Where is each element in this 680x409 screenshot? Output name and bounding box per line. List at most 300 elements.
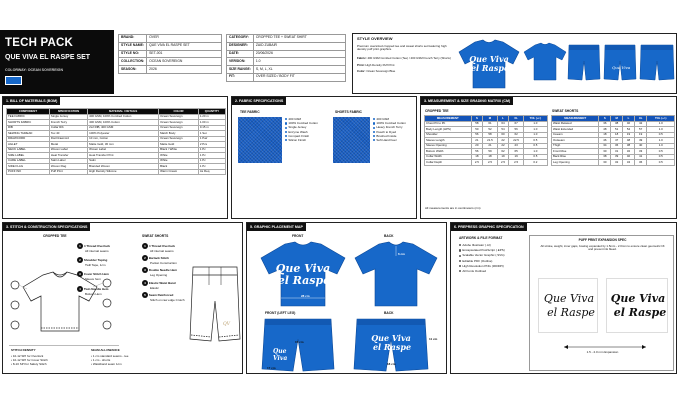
info-value: OCEAN SOVEREIGN [147, 58, 222, 66]
info-value: CROPPED TEE + SWEAT SHIRT [253, 35, 345, 43]
bom-table [6, 108, 226, 175]
table-cell: 23 [509, 143, 523, 149]
column-header: S [471, 116, 483, 122]
front-shorts-dim2: 17 cm [267, 366, 276, 370]
front-label: FRONT [292, 234, 304, 238]
list-item: Single Jersey [285, 125, 318, 129]
table-cell: High Density Silicone [88, 169, 159, 175]
table-cell: 21 [483, 143, 497, 149]
table-cell: 51 [611, 127, 623, 133]
graphic-expanded-outline [606, 282, 670, 332]
table-cell: 2.5 [509, 160, 523, 166]
svg-text:el Raspe: el Raspe [613, 306, 667, 319]
table-cell: Ocean Sovereign [159, 114, 199, 120]
table-cell: 48 [623, 138, 635, 144]
svg-text:Que Viva: Que Viva [610, 292, 666, 305]
list-item: • 8-10 SPI for Safety Stitch [11, 362, 47, 367]
table-cell: 56 [471, 132, 483, 138]
table-cell: 54 [497, 127, 509, 133]
bom-title: 1. BILL OF MATERIALS (BOM) [3, 97, 60, 105]
table-row [552, 160, 675, 166]
info-value: OVER SIZED / BODY FIT [253, 73, 345, 81]
table-cell: 34 [599, 143, 611, 149]
table-cell: 0.5 [647, 132, 675, 138]
table-cell: NECK LABEL [7, 147, 50, 153]
tech-pack-title: TECH PACK [5, 37, 74, 49]
info-row [227, 73, 346, 81]
list-item: Peach to Dyed [373, 130, 406, 134]
list-item: 4 Elastic Waist Band Elastic [142, 280, 206, 290]
table-cell: 18 [599, 132, 611, 138]
table-cell: 38 [599, 154, 611, 160]
table-cell: 60 [497, 132, 509, 138]
overview-text: Premium oversized cropped tee and sweat shorts set featuring high density puff print graphics. [357, 44, 447, 52]
table-cell: 40 [634, 143, 647, 149]
table-cell: Collar Rib [49, 125, 87, 131]
list-item: Silicon Finish [285, 138, 318, 142]
density-title: STITCH DENSITY [11, 348, 36, 352]
table-cell: 1.0 [647, 121, 675, 127]
table-cell: Match Body [159, 131, 199, 137]
list-item: 3 Cover Stitch Hem Sleeve hem [77, 271, 141, 281]
table-cell: 19 [497, 154, 509, 160]
table-cell: 1 Pc [198, 153, 225, 159]
colorway-swatch [5, 76, 22, 85]
table-cell: 1 Pc [198, 164, 225, 170]
overview-row [357, 70, 453, 74]
front-tee-placement [255, 240, 351, 310]
graphic-placement-title: 5. GRAPHIC PLACEMENT MAP [247, 223, 306, 231]
table-cell: 36 [599, 121, 611, 127]
table-cell: 19 [634, 132, 647, 138]
table-cell: 0.5 [647, 160, 675, 166]
table-row [7, 169, 226, 175]
table-cell: Heat Transfer [49, 153, 87, 159]
column-header: COLOR [159, 109, 199, 115]
table-cell: 18 [611, 132, 623, 138]
table-cell: 2.5 [471, 160, 483, 166]
overview-label: Print: [357, 62, 365, 67]
svg-text:Que Viva: Que Viva [543, 292, 595, 305]
table-cell: 1.0 [523, 132, 547, 138]
table-cell: 49 [634, 138, 647, 144]
info-value: ZAID ZUBAIR [253, 42, 345, 50]
overview-label: Color: [357, 69, 366, 74]
colorway-label: COLORWAY: OCEAN SOVEREIGN [5, 68, 64, 72]
table-cell: 22 [497, 143, 509, 149]
table-cell: 58 [471, 121, 483, 127]
list-item: 1 4 Thread Overlock All internal seams [77, 243, 141, 253]
table-cell: 2 Pcs [198, 142, 225, 148]
column-header: SPECIFICATION [49, 109, 87, 115]
graphic-thin-outline [538, 282, 600, 332]
table-cell: 38 [611, 121, 623, 127]
tee-measure-title: CROPPED TEE [425, 109, 449, 113]
table-cell: 42 [634, 121, 647, 127]
info-label: BRAND: [119, 35, 147, 43]
expansion-label: 1.5 - 2.0 mm Expansion [586, 350, 619, 354]
table-cell: SHORTS FABRIC [7, 120, 50, 126]
table-cell: 39 [611, 154, 623, 160]
shorts-measure-table [551, 115, 675, 166]
style-overview-panel [352, 33, 677, 94]
svg-text:Que Viva: Que Viva [612, 65, 631, 70]
list-item: 2 Bartack Stitch Pocket Construction [142, 255, 206, 265]
table-cell: Ocean Sovereign [159, 136, 199, 142]
info-row [119, 66, 222, 74]
list-item: • Waistband seam 1cm [91, 362, 122, 367]
table-cell: Leg Opening [552, 160, 599, 166]
column-header: M [611, 116, 623, 122]
table-cell: Matte Gold [159, 142, 199, 148]
table-cell: 400 GSM, 100% Combed Cotton [88, 114, 159, 120]
info-value: SET-001 [147, 50, 222, 58]
table-cell: 33 [634, 149, 647, 155]
list-item: Editable PDF (Outline) [459, 259, 505, 264]
info-label: STYLE NO: [119, 50, 147, 58]
info-label: DESIGNER: [227, 42, 254, 50]
table-row [425, 160, 548, 166]
svg-text:Viva: Viva [273, 355, 288, 362]
overview-value: 400 GSM Combed Cotton (Tee) / 400 GSM French Terry (Shorts) [367, 56, 451, 60]
measurement-note: All measurements are in centimeters (cm) [425, 206, 481, 210]
table-cell: Ocean Sovereign [159, 125, 199, 131]
table-cell: Thigh [552, 143, 599, 149]
list-item: Enzyme Wash [285, 130, 318, 134]
tee-fabric-title: TEE FABRIC [240, 110, 260, 114]
back-shorts-dim2: 18 cm [387, 362, 396, 366]
list-item: Scalable Vector Graphic (.SVG) [459, 253, 505, 258]
table-cell: Tex 40 [49, 131, 87, 137]
overview-tee-front-image [457, 38, 521, 92]
table-cell: Heat Transfer Print [88, 153, 159, 159]
info-row [227, 50, 346, 58]
column-header: L [623, 116, 635, 122]
allowance-list [91, 354, 128, 367]
list-item: 4 Twin Needle Hem Bottom Hem [77, 286, 141, 296]
density-list [11, 354, 48, 367]
table-cell: 0.5 [523, 154, 547, 160]
table-cell: 1.20 m [198, 114, 225, 120]
measurement-section [420, 96, 677, 219]
info-row [227, 58, 346, 66]
puff-spec-text: All stroke, weight, inner gaps, bowing expanded by 1.5mm - 2.0mm to ensure clean geometric lift and prevent ink bleed. [540, 244, 665, 252]
column-header: XL [634, 116, 647, 122]
list-item: 2 Shoulder Taping Twill Tape, 1cm [77, 257, 141, 267]
table-cell: 1.0 [647, 138, 675, 144]
table-cell: 1.00 m [198, 120, 225, 126]
table-cell: Woven Label [88, 147, 159, 153]
table-cell: 0.15 m [198, 125, 225, 131]
table-cell: 20 [471, 143, 483, 149]
table-cell: Collar Width [425, 154, 472, 160]
bom-section [2, 96, 228, 219]
info-row [227, 35, 346, 43]
style-overview-title: STYLE OVERVIEW [357, 36, 393, 41]
table-cell: 32 [623, 149, 635, 155]
svg-text:Que: Que [273, 348, 287, 355]
table-cell: White [159, 153, 199, 159]
table-cell: Branded Woven [88, 164, 159, 170]
table-cell: 1.0 [523, 149, 547, 155]
tee-measure-table [424, 115, 548, 166]
allowance-title: SEAM ALLOWANCE [91, 348, 120, 352]
overview-row [357, 57, 453, 61]
table-cell: Front Rise [552, 149, 599, 155]
table-cell: 67 [509, 121, 523, 127]
table-cell: 21 [471, 138, 483, 144]
table-cell: 56 [471, 149, 483, 155]
overview-label: Fabric: [357, 56, 367, 60]
table-cell: 41 [634, 154, 647, 160]
info-value: 20/06/2026 [253, 50, 345, 58]
table-cell: 2x2 RIB, 400 GSM [88, 125, 159, 131]
table-cell: 2.5 [483, 160, 497, 166]
table-cell: 31 [611, 149, 623, 155]
column-header: L [497, 116, 509, 122]
back-shorts-dim: 11 cm [429, 337, 438, 341]
table-cell: 38 [623, 143, 635, 149]
table-cell: 21.5 [483, 138, 497, 144]
table-cell: Ocean Sovereign [159, 120, 199, 126]
table-cell: Warm Cream [159, 169, 199, 175]
info-row [119, 35, 222, 43]
column-header: TOL (+/-) [523, 116, 547, 122]
table-cell: 56 [509, 127, 523, 133]
table-cell: Satin [88, 158, 159, 164]
table-cell: 40 [623, 154, 635, 160]
style-set-title: QUE VIVA EL RASPE SET [5, 54, 91, 61]
table-cell: 1 Pair [198, 136, 225, 142]
column-header: MATERIAL / DETAILS [88, 109, 159, 115]
list-item: • 1 cm - shorts [91, 358, 111, 363]
table-cell: Outseam [552, 138, 599, 144]
table-cell: 36 [634, 160, 647, 166]
table-cell: 65 [509, 149, 523, 155]
table-cell: 34 [623, 160, 635, 166]
table-cell: 100% Polyester [88, 131, 159, 137]
table-cell: Sleeve Length [425, 138, 472, 144]
table-cell: 10 mm, Cotton [88, 136, 159, 142]
table-cell: 1.0 [647, 143, 675, 149]
svg-text:el Raspe: el Raspe [372, 342, 412, 352]
table-cell: SEWING THREAD [7, 131, 50, 137]
shorts-fabric-list [373, 117, 406, 142]
table-cell: Body Length (HPS) [425, 127, 472, 133]
table-cell: Bottom Width [425, 149, 472, 155]
style-info-right [226, 34, 346, 82]
fabric-title: 2. FABRIC SPECIFICATIONS [232, 97, 286, 105]
list-item: 100% Combed Cotton [285, 121, 318, 125]
table-cell: 1.0 [523, 127, 547, 133]
list-item: 3 Double Needle Hem Leg Opening [142, 267, 206, 277]
table-cell: 0.5 [647, 149, 675, 155]
table-cell: 0.2 [523, 160, 547, 166]
table-cell: 61 [483, 121, 497, 127]
style-info-left [118, 34, 222, 74]
back2-label: BACK [384, 311, 394, 315]
table-cell: 57 [634, 127, 647, 133]
info-label: SIZE RANGE: [227, 66, 254, 74]
overview-shorts-back-image [603, 43, 637, 83]
info-label: STYLE NAME: [119, 42, 147, 50]
list-item: 1 4 Thread Overlock All internal seams [142, 243, 206, 253]
shorts-fabric-title: SHORTS FABRIC [335, 110, 362, 114]
table-cell: 400 GSM, 100% Cotton [88, 120, 159, 126]
table-cell: 54 [623, 127, 635, 133]
table-cell: 36 [611, 143, 623, 149]
svg-text:QV: QV [223, 322, 230, 327]
table-cell: 1 Set [198, 131, 225, 137]
stitch-section [2, 222, 243, 374]
table-cell: 19 [509, 154, 523, 160]
table-cell: Woven Flag [49, 164, 87, 170]
table-cell: 22.5 [509, 138, 523, 144]
svg-text:el Raspe: el Raspe [470, 63, 510, 73]
table-cell: 18 [483, 154, 497, 160]
overview-shorts-front-image [567, 43, 601, 83]
table-cell: Woven Label [49, 147, 87, 153]
table-cell: Waist Relaxed [552, 121, 599, 127]
list-item: 400 GSM [373, 117, 406, 121]
table-cell: TEE FABRIC [7, 114, 50, 120]
table-cell: Black [159, 164, 199, 170]
table-cell: 32 [611, 160, 623, 166]
front-width-dim: 28 cm [301, 294, 310, 298]
table-cell: 48 [599, 127, 611, 133]
info-value: 1.0 [253, 58, 345, 66]
tech-pack-header [0, 30, 114, 94]
table-cell: 1 Pc [198, 147, 225, 153]
info-label: SEASON: [119, 66, 147, 74]
column-header: MEASUREMENT [552, 116, 599, 122]
list-item: • 10-12 SPI for Cover Stitch [11, 358, 48, 363]
tee-fabric-swatch [238, 117, 282, 163]
list-item: Adobe Illustrator (.AI) [459, 243, 505, 248]
puff-spec-box [529, 235, 674, 371]
table-cell: 2.5 [497, 160, 509, 166]
info-row [119, 58, 222, 66]
table-cell: SIDE FLAG [7, 164, 50, 170]
svg-text:el Raspe: el Raspe [547, 306, 595, 319]
list-item: 100% Combed Cotton [373, 121, 406, 125]
list-item: Encapsulated PostScript (.EPS) [459, 248, 505, 253]
svg-text:el Raspe: el Raspe [277, 274, 331, 287]
table-cell: Satin Label [49, 158, 87, 164]
table-cell: CARE LABEL [7, 158, 50, 164]
table-cell: 62 [509, 132, 523, 138]
table-cell: 47 [611, 138, 623, 144]
info-label: CATEGORY: [227, 35, 254, 43]
table-cell: Matte Gold, 30 mm [88, 142, 159, 148]
table-cell: 59 [483, 149, 497, 155]
table-cell: Chest Pit to Pit [425, 121, 472, 127]
tee-fabric-list [285, 117, 318, 142]
info-value: 2026 [147, 66, 222, 74]
table-cell: AGLET [7, 142, 50, 148]
table-cell: White [159, 158, 199, 164]
list-item: Heavy French Terry [373, 125, 406, 129]
front-left-label: FRONT (LEFT LEG) [265, 311, 296, 315]
table-cell: 18 [471, 154, 483, 160]
table-cell: Sleeve Opening [425, 143, 472, 149]
back-label: BACK [384, 234, 394, 238]
table-cell: French Terry [49, 120, 87, 126]
front-shorts-placement [259, 317, 337, 373]
table-cell: Single Jersey [49, 114, 87, 120]
table-cell: 0.5 [523, 138, 547, 144]
list-item: High Resolution PNG (300DPI) [459, 264, 505, 269]
table-cell: Back Rise [552, 154, 599, 160]
table-cell: Flat Drawcord [49, 136, 87, 142]
info-label: VERSION: [227, 58, 254, 66]
column-header: M [483, 116, 497, 122]
shorts-fabric-swatch [333, 117, 370, 163]
table-cell: PUFF INK [7, 169, 50, 175]
list-item: All Fonts Outlined [459, 269, 505, 274]
svg-text:Que Viva: Que Viva [275, 262, 331, 275]
table-cell: Inseam [552, 132, 599, 138]
list-item: • 1 cm standard seams - tee [91, 354, 129, 358]
table-cell: 58 [483, 132, 497, 138]
artwork-title: ARTWORK & FILE FORMAT [459, 236, 503, 240]
stitch-tee-title: CROPPED TEE [43, 234, 67, 238]
list-item: Soft Hand Feel [373, 138, 406, 142]
table-cell: 30 [599, 149, 611, 155]
tee-stitch-list [77, 243, 141, 300]
puff-spec-title: PUFF PRINT EXPANSION SPEC [578, 238, 627, 242]
info-label: DATE: [227, 50, 254, 58]
prepress-title: 6. PREPRESS GRAPHIC SPECIFICATION [451, 223, 527, 231]
table-cell: 30 [599, 160, 611, 166]
table-cell: 1.0 [523, 121, 547, 127]
overview-value: Ocean Sovereign Blue [366, 69, 396, 74]
artwork-list [459, 243, 505, 274]
column-header: COMPONENT [7, 109, 50, 115]
info-value: QUE VIVA EL RASPE SET [147, 42, 222, 50]
shorts-flat-sketch [187, 255, 243, 351]
svg-text:Que Viva: Que Viva [371, 333, 411, 343]
list-item: • 10-12 SPI for Overlock [11, 354, 44, 358]
fabric-section [231, 96, 417, 219]
measurement-title: 3. MEASUREMENT & SIZE GRADING MATRIX (CM) [421, 97, 513, 105]
info-row [119, 50, 222, 58]
table-cell: 52 [483, 127, 497, 133]
table-cell: 50 [471, 127, 483, 133]
back-neck-dim: 6 cm [398, 252, 405, 256]
table-cell: 0.5 [647, 154, 675, 160]
table-cell: As Req. [198, 169, 225, 175]
column-header: XL [509, 116, 523, 122]
list-item: 5 Seam Reinforced Stitch on raw edge Crotch [142, 292, 206, 302]
table-cell: SIZE LABEL [7, 153, 50, 159]
svg-text:Que Viva: Que Viva [469, 54, 509, 64]
table-cell: 62 [497, 149, 509, 155]
graphic-placement-section [246, 222, 447, 374]
table-cell: Shoulder [425, 132, 472, 138]
info-row [227, 42, 346, 50]
table-cell: DRAWCORD [7, 136, 50, 142]
table-cell: 19 [623, 132, 635, 138]
info-row [119, 42, 222, 50]
table-cell: 40 [623, 121, 635, 127]
column-header: S [599, 116, 611, 122]
table-cell: 1 Pc [198, 158, 225, 164]
expansion-arrow [560, 339, 650, 359]
table-cell: 1.0 [647, 127, 675, 133]
info-value: S, M, L, XL [253, 66, 345, 74]
table-cell: 22 [497, 138, 509, 144]
